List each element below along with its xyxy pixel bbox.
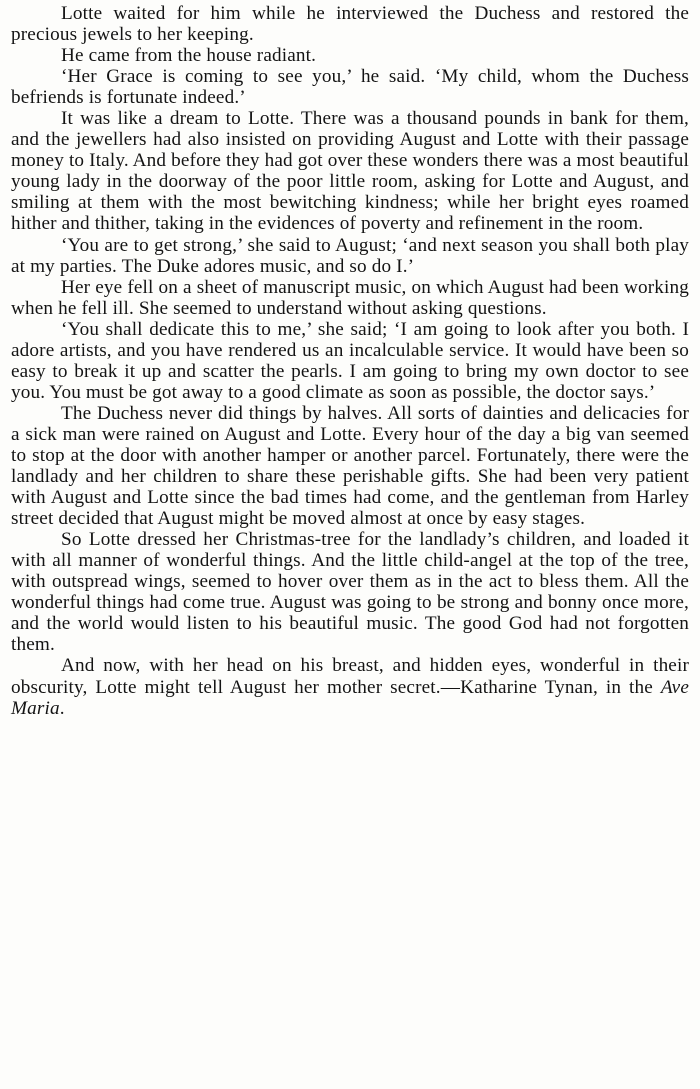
attribution-prefix: —Katharine Tynan, in the [440,676,661,698]
attribution-source: Ave Maria [11,676,689,719]
paragraph-6: Her eye fell on a sheet of manuscript music, on which August had been working when he fell ill. She seemed to understand without asking questions. [11,276,689,319]
paragraph-1: Lotte waited for him while he interviewed the Duchess and restored the precious jewels to her keeping. [11,3,689,46]
paragraph-8: The Duchess never did things by halves. All sorts of dainties and delicacies for a sick man were rained on August and Lotte. Every hour of the day a big van seemed to stop at the door with another hamper or another parcel. Fortunately, there were the landlady and her children to share these perishable gifts. She had been very patient with August and Lotte since the bad times had come, and the gentleman from Harley street decided that August might be moved almost at once by easy stages. [11,402,689,530]
paragraph-2: He came from the house radiant. [61,45,317,67]
story-text-column [11,3,689,719]
paragraph-3: ‘Her Grace is coming to see you,’ he said. ‘My child, whom the Duchess befriends is fortunate indeed.’ [11,66,689,109]
closing-text: And now, with her head on his breast, and hidden eyes, wonderful in their obscurity, Lotte might tell August her mother secret. [11,655,689,698]
paragraph-7: ‘You shall dedicate this to me,’ she said; ‘I am going to look after you both. I adore artists, and you have rendered us an incalculable service. It would have been so easy to break it up and scatter the pearls. I am going to bring my own doctor to see you. You must be got away to a good climate as soon as possible, the doctor says.’ [11,318,689,403]
attribution-end: . [59,697,65,719]
paragraph-5: ‘You are to get strong,’ she said to August; ‘and next season you shall both play at my parties. The Duke adores music, and so do I.’ [11,234,689,277]
paragraph-4: It was like a dream to Lotte. There was a thousand pounds in bank for them, and the jewellers had also insisted on providing August and Lotte with their passage money to Italy. And before they had got over these wonders there was a most beautiful young lady in the doorway of the poor little room, asking for Lotte and August, and smiling at them with the most bewitching kindness; while her bright eyes roamed hither and thither, taking in the evidences of poverty and refinement in the room. [11,108,689,235]
closing-paragraph [11,655,689,718]
paragraph-9: So Lotte dressed her Christmas-tree for the landlady’s children, and loaded it with all manner of wonderful things. And the little child-angel at the top of the tree, with outspread wings, seemed to hover over them as in the act to bless them. All the wonderful things had come true. August was going to be strong and bonny once more, and the world would listen to his beautiful music. The good God had not forgotten them. [11,529,689,656]
